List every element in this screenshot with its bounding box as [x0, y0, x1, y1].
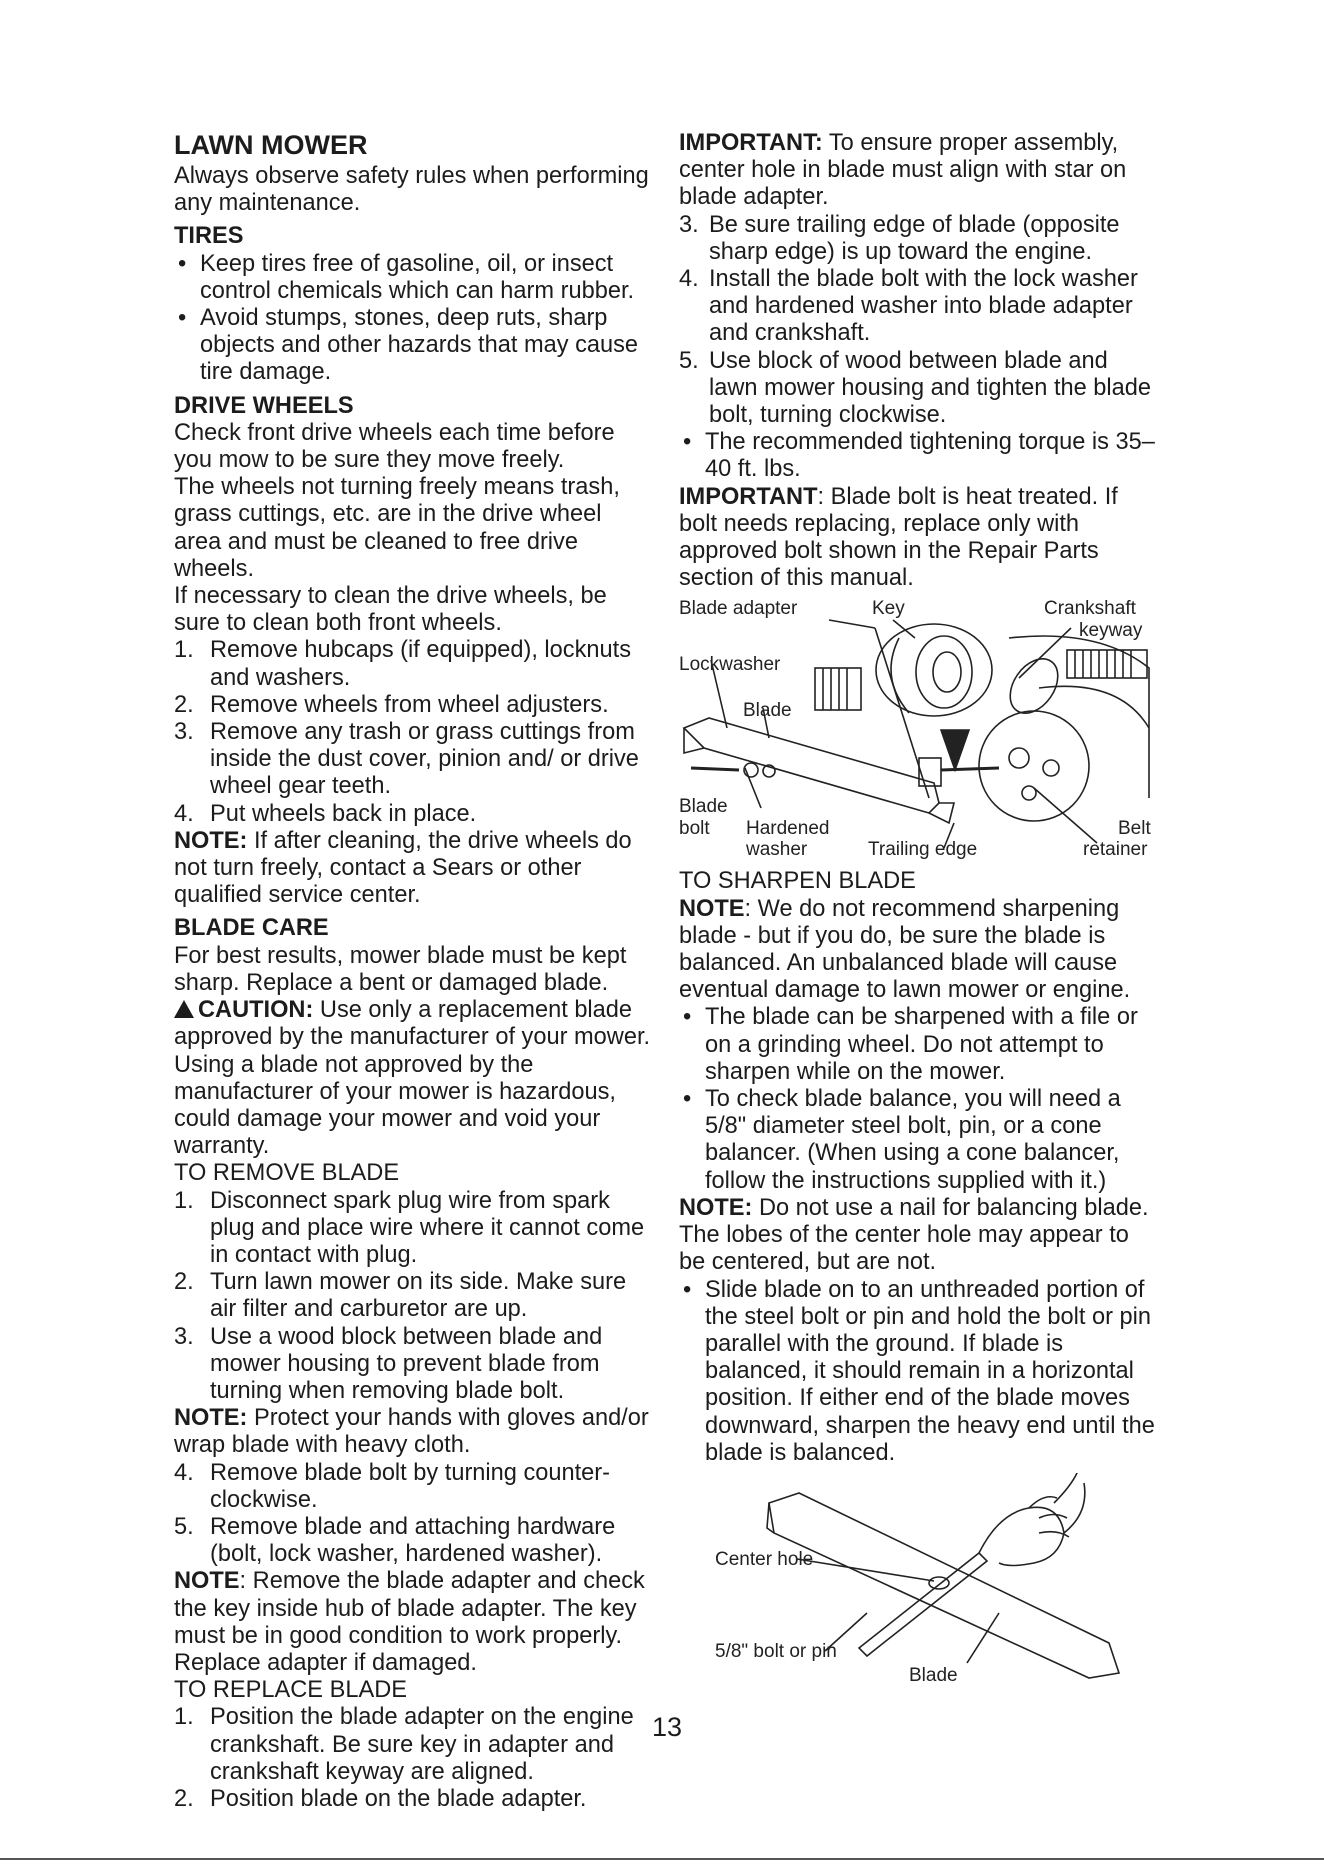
list-item: [174, 1704, 654, 1786]
step-number: 3.: [174, 719, 194, 746]
step-number: 3.: [679, 211, 699, 238]
label-crankshaft: Crankshaft: [1044, 598, 1136, 620]
list-item: [679, 266, 1159, 348]
step-text: Remove blade bolt by turning counterclockwise.: [210, 1459, 611, 1513]
label-blade-bolt: Blade: [679, 796, 728, 818]
step-text: Use block of wood between blade and lawn mower housing and tighten the blade bolt, turning clockwise.: [709, 347, 1152, 429]
note-text: If after cleaning, the drive wheels do not turn freely, contact a Sears or other qualified service center.: [174, 827, 632, 909]
important-label: IMPORTANT:: [679, 130, 823, 156]
step-text: Put wheels back in place.: [210, 800, 477, 827]
step-text: Use a wood block between blade and mower housing to prevent blade from turning when removing blade bolt.: [210, 1323, 603, 1404]
bullet-icon: •: [683, 429, 692, 456]
list-item: [174, 251, 654, 305]
label-bolt: bolt: [679, 818, 710, 840]
step-number: 1.: [174, 637, 194, 664]
step-text: Install the blade bolt with the lock washer and hardened washer into blade adapter and crankshaft.: [709, 266, 1138, 347]
step-text: Position blade on the blade adapter.: [210, 1785, 587, 1812]
list-item: [679, 1086, 1159, 1195]
list-item-text: Avoid stumps, stones, deep ruts, sharp objects and other hazards that may cause tire damage.: [200, 305, 639, 386]
label-blade-adapter: Blade adapter: [679, 598, 798, 620]
note-label: NOTE: [679, 895, 745, 922]
note-label: NOTE:: [679, 1194, 753, 1221]
list-item-text: Slide blade on to an unthreaded portion of the steel bolt or pin and hold the bolt or pin parallel with the ground. If blade is balanced, it should remain in a horizontal position. If either end of the blade moves downward, sharpen the heavy end until the blade is balanced.: [705, 1276, 1155, 1466]
important-note: [679, 484, 1159, 593]
list-item: [679, 212, 1159, 266]
list-item: [679, 429, 1159, 483]
blade-assembly-figure: [679, 598, 1159, 898]
step-number: 2.: [174, 691, 194, 718]
label-belt: Belt: [1118, 818, 1151, 840]
bullet-icon: •: [178, 305, 187, 332]
label-center-hole: Center hole: [715, 1548, 814, 1570]
list-item: [174, 305, 654, 387]
label-blade: Blade: [909, 1664, 958, 1686]
list-item: [174, 801, 654, 828]
important-label: IMPORTANT: [679, 483, 818, 510]
page-number: 13: [652, 1712, 683, 1742]
blade-balance-figure: [679, 1473, 1159, 1688]
right-column: [679, 130, 1159, 1688]
paragraph: For best results, mower blade must be kept sharp. Replace a bent or damaged blade.: [174, 942, 627, 996]
list-item: [679, 1004, 1159, 1086]
label-key: Key: [872, 598, 905, 620]
bullet-icon: •: [178, 250, 187, 277]
label-blade: Blade: [743, 700, 792, 722]
step-number: 5.: [174, 1513, 194, 1540]
list-item-text: The recommended tightening torque is 35–40 ft. lbs.: [705, 429, 1155, 483]
list-item: [174, 1324, 654, 1406]
label-retainer: retainer: [1083, 839, 1148, 861]
caution-text: Use only a replacement blade approved by the manufacturer of your mower. Using a blade not approved by the manufacturer of your mower is hazardous, could damage your mower and void your warranty.: [174, 997, 651, 1160]
label-washer: washer: [746, 839, 808, 861]
list-item: [174, 637, 654, 691]
list-item: [174, 719, 654, 801]
warning-icon: [174, 1000, 194, 1018]
step-text: Position the blade adapter on the engine crankshaft. Be sure key in adapter and crankshaft keyway are aligned.: [210, 1704, 634, 1785]
step-number: 5.: [679, 347, 699, 374]
note-text: Protect your hands with gloves and/or wrap blade with heavy cloth.: [174, 1405, 649, 1459]
step-number: 2.: [174, 1269, 194, 1296]
paragraph: The wheels not turning freely means trash, grass cuttings, etc. are in the drive wheel area and must be cleaned to free drive wheels.: [174, 474, 620, 582]
bottom-divider: [0, 1858, 1324, 1860]
replace-blade-heading: TO REPLACE BLADE: [174, 1677, 407, 1704]
drive-wheels-heading: DRIVE WHEELS: [174, 392, 354, 419]
important-text: To ensure proper assembly, center hole in blade must align with star on blade adapter.: [679, 130, 1127, 211]
step-text: Remove blade and attaching hardware (bolt, lock washer, hardened washer).: [210, 1513, 616, 1568]
step-text: Turn lawn mower on its side. Make sure air filter and carburetor are up.: [210, 1269, 627, 1323]
step-text: Disconnect spark plug wire from spark plug and place wire where it cannot come in contact with plug.: [210, 1187, 645, 1268]
list-item: [174, 1460, 654, 1514]
caution-label: CAUTION:: [198, 997, 314, 1024]
list-item: [174, 1514, 654, 1568]
note: [679, 896, 1159, 1005]
list-item: [679, 348, 1159, 430]
label-trailing-edge: Trailing edge: [868, 839, 978, 861]
list-item: [679, 1277, 1159, 1467]
step-number: 4.: [174, 1459, 194, 1486]
section-title: LAWN MOWER: [174, 130, 368, 160]
step-text: Remove hubcaps (if equipped), locknuts and washers.: [210, 637, 631, 691]
remove-blade-heading: TO REMOVE BLADE: [174, 1160, 400, 1187]
list-item-text: To check blade balance, you will need a 5/8" diameter steel bolt, pin, or a cone balancer. (When using a cone balancer, follow the instructions supplied with it.): [705, 1086, 1121, 1194]
step-number: 4.: [174, 800, 194, 827]
important-note: [679, 130, 1159, 212]
list-item-text: The blade can be sharpened with a file or on a grinding wheel. Do not attempt to sharpen while on the mower.: [705, 1004, 1138, 1085]
intro-text: Always observe safety rules when performing any maintenance.: [174, 163, 649, 217]
step-text: Remove any trash or grass cuttings from inside the dust cover, pinion and/ or drive wheel gear teeth.: [210, 719, 639, 800]
list-item: [174, 1786, 654, 1813]
step-text: Be sure trailing edge of blade (opposite sharp edge) is up toward the engine.: [709, 211, 1120, 265]
note: [174, 1568, 654, 1677]
note-text: : Remove the blade adapter and check the key inside hub of blade adapter. The key must be in good condition to work properly. Replace adapter if damaged.: [174, 1568, 645, 1676]
label-keyway: keyway: [1079, 620, 1143, 642]
list-item: [174, 692, 654, 719]
note-text: : We do not recommend sharpening blade - but if you do, be sure the blade is balanced. An unbalanced blade will cause eventual damage to lawn mower or engine.: [679, 895, 1131, 1004]
note: [679, 1195, 1159, 1277]
important-text: : Blade bolt is heat treated. If bolt needs replacing, replace only with approved bolt shown in the Repair Parts section of this manual.: [679, 483, 1118, 592]
caution-note: [174, 997, 654, 1160]
note: [174, 1405, 654, 1459]
step-number: 1.: [174, 1187, 194, 1214]
bullet-icon: •: [683, 1004, 692, 1031]
sharpen-blade-heading: TO SHARPEN BLADE: [679, 868, 916, 895]
left-column: [174, 130, 654, 1813]
step-number: 2.: [174, 1785, 194, 1812]
note-text: Do not use a nail for balancing blade. The lobes of the center hole may appear to be centered, but are not.: [679, 1194, 1149, 1276]
label-bolt-or-pin: 5/8" bolt or pin: [715, 1640, 837, 1662]
list-item: [174, 1188, 654, 1270]
step-number: 1.: [174, 1704, 194, 1731]
note-label: NOTE: [174, 1568, 240, 1595]
bullet-icon: •: [683, 1086, 692, 1113]
label-lockwasher: Lockwasher: [679, 654, 781, 676]
note: [174, 828, 654, 910]
note-label: NOTE:: [174, 1405, 248, 1432]
note-label: NOTE:: [174, 827, 248, 854]
list-item-text: Keep tires free of gasoline, oil, or insect control chemicals which can harm rubber.: [200, 250, 635, 304]
bullet-icon: •: [683, 1276, 692, 1303]
blade-care-heading: BLADE CARE: [174, 915, 329, 942]
paragraph: If necessary to clean the drive wheels, be sure to clean both front wheels.: [174, 583, 607, 637]
step-text: Remove wheels from wheel adjusters.: [210, 691, 609, 718]
step-number: 3.: [174, 1323, 194, 1350]
tires-heading: TIRES: [174, 223, 244, 250]
step-number: 4.: [679, 266, 699, 293]
list-item: [174, 1269, 654, 1323]
paragraph: Check front drive wheels each time before you mow to be sure they move freely.: [174, 419, 615, 474]
label-hardened: Hardened: [746, 818, 830, 840]
